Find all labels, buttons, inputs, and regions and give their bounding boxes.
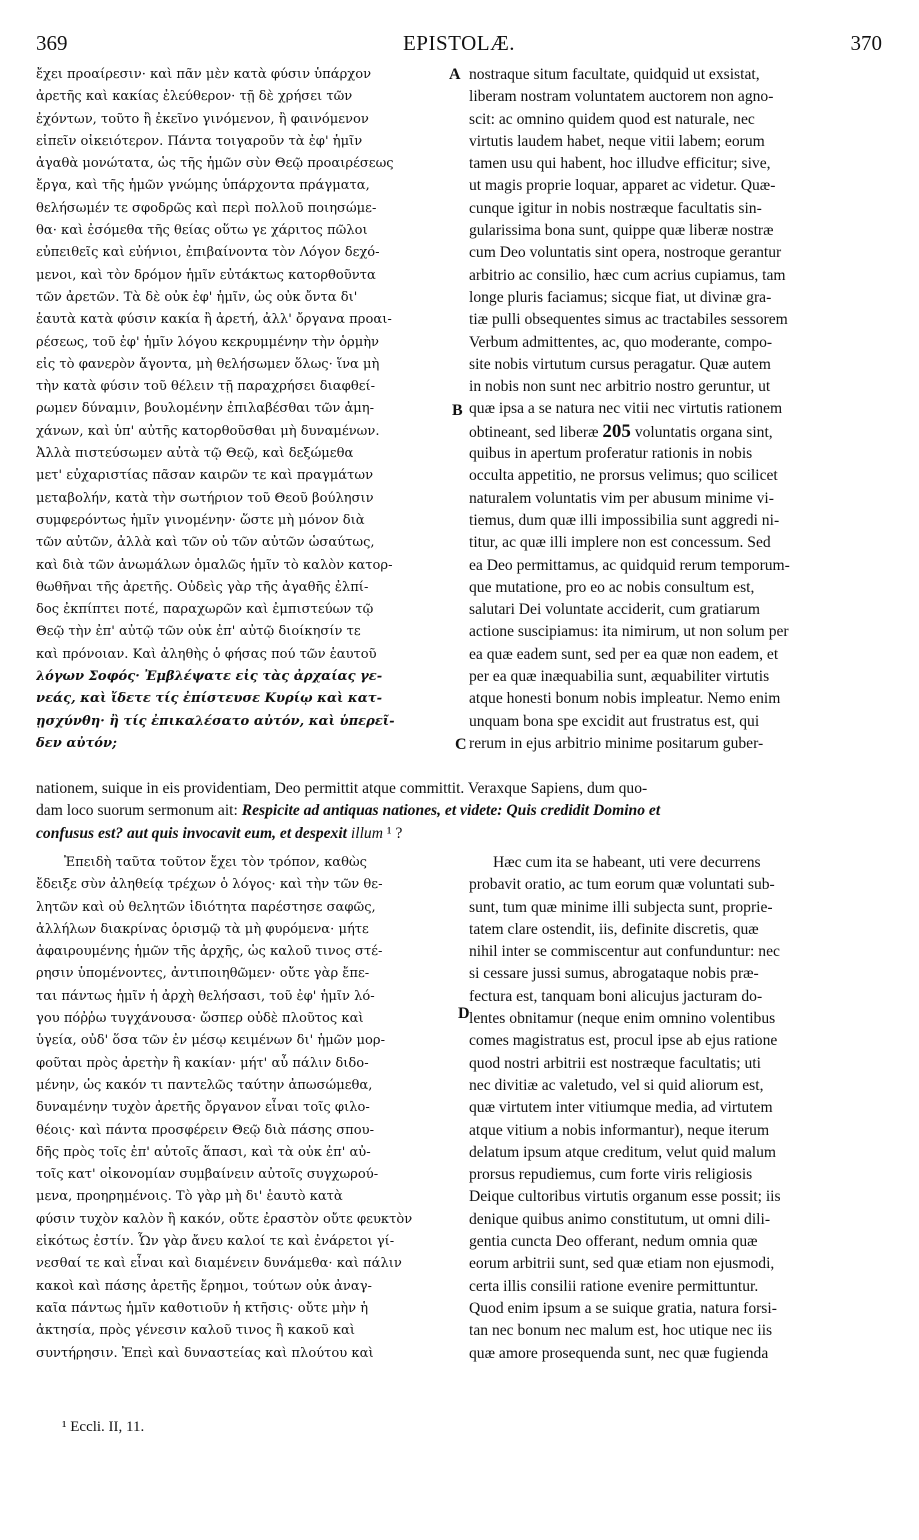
greek-line: εὐπειθεῖς καὶ εὐήνιοι, ἐπιβαίνοντα τὸν Λόγον δεχό- (36, 245, 380, 261)
greek-line: εἰπεῖν οἰκειότερον. Πάντα τοιγαροῦν τὰ ἐφ' ἡμῖν (36, 133, 363, 149)
latin-line: lentes obnitamur (neque enim omnino volentibus (469, 1010, 776, 1028)
latin-line: arbitrio ac consilio, hæc cum acrius cupiamus, tam (469, 266, 786, 284)
greek-line: θέοις· καὶ πάντα προσφέρειν Θεῷ διὰ πάσης σπου- (36, 1122, 375, 1138)
latin-line: titur, ac quæ illi implere non est concessum. Sed (469, 534, 771, 552)
latin-line: Verbum admittentes, ac, quo moderante, compo- (469, 333, 773, 351)
latin-line: que mutatione, pro eo ac nobis consultum est, (469, 578, 755, 596)
greek-line: λόγων Σοφός· Ἐμβλέψατε εἰς τὰς ἀρχαίας γε- (36, 669, 383, 685)
greek-line: ἀγαθὰ μονώτατα, ὡς τῆς ἡμῶν σὺν Θεῷ προαιρέσεως (36, 156, 394, 172)
latin-column-top (469, 64, 882, 755)
latin-line: certa illis consilii ratione evenire permittuntur. (469, 1277, 759, 1295)
latin-line-with-column-number (469, 421, 882, 443)
latin-line: nihil inter se commiscentur aut confunduntur: nec (469, 943, 780, 961)
latin-line: ea Deo permittamus, ac quidquid rerum temporum- (469, 556, 790, 574)
greek-line: συντήρησιν. Ἐπεὶ καὶ δυναστείας καὶ πλούτου καὶ (36, 1345, 374, 1361)
greek-line: φύσιν τυχὸν καλὸν ἢ κακόν, οὔτε ἐραστὸν οὔτε φευκτὸν (36, 1211, 413, 1227)
greek-line: δος ἐκπίπτει ποτέ, παραχωρῶν καὶ ἐμπιστεύων τῷ (36, 602, 374, 618)
latin-line: unquam bona spe excidit aut frustratus est, qui (469, 712, 760, 730)
latin-line: gularissima bona sunt, quippe quæ liberæ nostræ (469, 222, 774, 240)
greek-line: ρωμεν δύναμιν, βουλομένην ἐπιλαβέσθαι τῶν ἀμη- (36, 401, 375, 417)
latin-line: atque honesti bonum nobis impleatur. Nemo enim (469, 690, 781, 708)
latin-line: ut magis proprie loquar, apparet ac videtur. Quæ- (469, 177, 776, 195)
footnote: ¹ Eccli. II, 11. (62, 1419, 145, 1435)
latin-fullwidth-block (36, 780, 882, 847)
running-header (36, 31, 882, 59)
greek-line: δεν αὐτόν; (36, 735, 117, 751)
greek-line: θα· καὶ ἐσόμεθα τῆς θείας οὕτω γε χάριτος πῶλοι (36, 223, 368, 239)
greek-line: θελήσωμέν τε σφοδρῶς καὶ περὶ πολλοῦ ποιησώμε- (36, 200, 377, 216)
latin-line: Deique cultoribus virtutis organum esse possit; iis (469, 1188, 781, 1206)
greek-line: ται πάντως ἡμῖν ἡ ἀρχὴ θελήσασι, τοῦ ἐφ' ἡμῖν λό- (36, 988, 375, 1004)
greek-line: συμφερόντως ἡμῖν γινομένην· ὥστε μὴ μόνον διὰ (36, 512, 365, 528)
greek-line: γου πόῤῥω τυγχάνουσα· ὥσπερ οὐδὲ πλοῦτος καὶ (36, 1011, 364, 1027)
greek-line: μενοι, καὶ τὸν δρόμον ἡμῖν εὐτάκτως κατορθοῦντα (36, 267, 376, 283)
greek-line: δυναμένην τυχὸν ἀρετῆς ὄργανον εἶναι τοῖς φιλο- (36, 1100, 370, 1116)
latin-line: virtutis laudem habet, neque vitii labem; eorum (469, 132, 765, 150)
latin-line: cunque igitur in nobis nostræque facultatis sin- (469, 199, 762, 217)
greek-line: ἀκτησία, πρὸς γένεσιν καλοῦ τινος ἢ κακοῦ καὶ (36, 1323, 356, 1339)
latin-line: denique quibus animo constitutum, ut omni dili- (469, 1210, 771, 1228)
latin-line: cum Deo voluntatis sint opera, nostroque gerantur (469, 244, 782, 262)
latin-line: tatem clare ostendit, iis, definite discretis, quæ (469, 920, 759, 938)
greek-line: τὴν κατὰ φύσιν τοῦ θέλειν τῇ παραχρήσει διαφθεί- (36, 379, 376, 395)
latin-line: tiemus, dum quæ illi impossibilia sunt aggredi ni- (469, 511, 780, 529)
section-marker-c: C (455, 736, 467, 753)
latin-line: sunt, tum quæ minime illi subjecta sunt, proprie- (469, 898, 773, 916)
section-marker-d: D (458, 1005, 470, 1022)
latin-line: si cessare jussi sumus, abrogataque nobis præ- (469, 965, 759, 983)
greek-column-bottom (36, 852, 458, 1365)
greek-line: μετ' εὐχαριστίας πᾶσαν καιρῶν τε καὶ πραγμάτων (36, 468, 374, 484)
latin-line: quibus in apertum proferatur rationis in nobis (469, 445, 753, 463)
latin-line: ea quæ eadem sunt, sed per ea quæ non eadem, et (469, 645, 779, 663)
greek-line: Θεῷ τὴν ἐπ' αὐτῷ τῶν οὐκ ἐπ' αὐτῷ διοίκησίν τε (36, 624, 361, 640)
greek-line: καῖα πάντως ἡμῖν καθοτιοῦν ἡ κτῆσις· οὔτε μὴν ἡ (36, 1300, 369, 1316)
latin-line: probavit oratio, ac tum eorum quæ voluntati sub- (469, 876, 775, 894)
greek-line: μεταβολήν, κατὰ τὴν σωτήριον τοῦ Θεοῦ βούλησιν (36, 490, 374, 506)
greek-line: ἔδειξε σὺν ἀληθείᾳ τρέχων ὁ λόγος· καὶ τὴν τῶν θε- (36, 877, 383, 893)
latin-line: quæ amore prosequenda sunt, nec quæ fugienda (469, 1344, 769, 1362)
latin-line: scit: ac omnino quidem quod est naturale, nec (469, 110, 755, 128)
greek-line: θωθῆναι τῆς ἀρετῆς. Οὐδεὶς γὰρ τῆς ἀγαθῆς ἐλπί- (36, 579, 369, 595)
page-number-left: 369 (36, 31, 68, 55)
scripture-quote: Respicite ad antiquas nationes, et videte: Quis credidit Domino et (241, 802, 661, 820)
latin-line: naturalem voluntatis vim per abusum minime vi- (469, 489, 774, 507)
greek-line: καὶ πρόνοιαν. Καὶ ἀληθὴς ὁ φήσας πού τῶν ἑαυτοῦ (36, 646, 377, 662)
section-marker-a: A (449, 66, 461, 83)
greek-line: μένην, ὡς κακόν τι παντελῶς ταύτην ἀπωσώμεθα, (36, 1077, 373, 1093)
latin-line: actione suscipiamus: ita nimirum, ut non solum per (469, 623, 789, 641)
greek-line: τῶν ἀρετῶν. Τὰ δὲ οὐκ ἐφ' ἡμῖν, ὡς οὐκ ὄντα δι' (36, 289, 358, 305)
section-marker-b: B (452, 402, 463, 419)
latin-line: comes magistratus est, procul ipse ab ejus ratione (469, 1032, 778, 1050)
latin-line: quod nostri arbitrii est nostræque facultatis; uti (469, 1054, 761, 1072)
latin-line: atque vitium a nobis informantur), neque iterum (469, 1121, 770, 1139)
greek-column-top (36, 64, 458, 755)
latin-line: tiæ pulli obsequentes simus ac tractabiles sessorem (469, 311, 788, 329)
greek-line: ἐχόντων, τοῦτο ἢ ἐκεῖνο γινόμενον, ἢ φαινόμενον (36, 111, 369, 127)
latin-line: nationem, suique in eis providentiam, Deo permittit atque committit. Veraxque Sapiens, dum quo- (36, 780, 648, 797)
greek-line: καὶ διὰ τῶν ἀνωμάλων ὁμαλῶς ἡμῖν τὸ καλὸν κατορ- (36, 557, 393, 573)
greek-line: εἰς τὸ φανερὸν ἄγοντα, μὴ θελήσωμεν ὅλως· ἵνα μὴ (36, 356, 380, 372)
greek-line: ἑαυτὰ κατὰ φύσιν κακία ἢ ἀρετή, ἀλλ' ὄργανα προαι- (36, 312, 392, 328)
page-number-right: 370 (850, 31, 882, 55)
greek-line: Ἀλλὰ πιστεύσωμεν αὐτὰ τῷ Θεῷ, καὶ δεξώμεθα (36, 446, 354, 462)
latin-line: occulta appetitio, ne prorsus velimus; quo scilicet (469, 467, 778, 485)
greek-line: ἀρετῆς καὶ κακίας ἐλεύθερον· τῇ δὲ χρήσει τῶν (36, 89, 353, 105)
latin-line: prorsus repudiemus, cum forte viris religiosis (469, 1166, 753, 1184)
latin-line: Hæc cum ita se habeant, uti vere decurrens (493, 854, 761, 871)
latin-text: voluntatis organa sint, (634, 423, 773, 441)
latin-line: rerum in ejus arbitrio minime positarum guber- (469, 734, 764, 752)
greek-line: χάνων, καὶ ὑπ' αὐτῆς κατορθοῦσθαι μὴ δυναμένων. (36, 423, 380, 439)
latin-text: dam loco suorum sermonum ait: (36, 802, 238, 820)
latin-line: longe pluris faciamus; sicque fiat, ut divinæ gra- (469, 288, 772, 306)
latin-line: quæ virtutem inter vitiumque media, ad virtutem (469, 1099, 773, 1117)
scripture-quote: confusus est? aut quis invocavit eum, et despexit (36, 824, 348, 842)
greek-line: δῆς πρὸς τοῖς ἐπ' αὐτοῖς ἅπασι, καὶ τὰ οὐκ ἐπ' αὐ- (36, 1144, 371, 1160)
greek-line: εἰκότως ἐστίν. Ὧν γὰρ ἄνευ καλοί τε καὶ ἐνάρετοι γί- (36, 1234, 395, 1250)
greek-line: ἔργα, καὶ τῆς ἡμῶν γνώμης ὑπάρχοντα πράγματα, (36, 178, 370, 194)
latin-column-bottom (469, 852, 882, 1365)
latin-line: delatum ipsum atque creditum, velut quid malum (469, 1143, 777, 1161)
greek-line: ἔχει προαίρεσιν· καὶ πᾶν μὲν κατὰ φύσιν ὑπάρχον (36, 67, 372, 82)
greek-line: φοῦται πρὸς ἀρετὴν ἢ κακίαν· μήτ' αὖ πάλιν διδο- (36, 1055, 369, 1071)
latin-line: gentia cuncta Deo offerant, nedum omnia quæ (469, 1233, 758, 1251)
latin-line (36, 825, 882, 847)
greek-line: τοῖς κατ' οἰκονομίαν συμβαίνειν αὐτοῖς συγχωρού- (36, 1167, 379, 1183)
greek-line: μενα, προηρημένοις. Τὸ γὰρ μὴ δι' ἑαυτὸ κατὰ (36, 1189, 343, 1205)
greek-line: ἀφαιρουμένης ἡμῶν τῆς ἀρχῆς, ὡς καλοῦ τινος στέ- (36, 944, 383, 960)
latin-line: Quod enim ipsum a se suique gratia, natura forsi- (469, 1299, 777, 1317)
footnote-ref: ¹ ? (386, 824, 403, 842)
latin-line: quæ ipsa a se natura nec vitii nec virtutis rationem (469, 400, 783, 418)
latin-line: nec divitiæ ac valetudo, vel si quid aliorum est, (469, 1076, 764, 1094)
greek-line: ὑγεία, οὐδ' ὅσα τῶν ἐν μέσῳ κειμένων δι' ἡμῶν μορ- (36, 1033, 386, 1049)
greek-line: κακοὶ καὶ πάσης ἀρετῆς ἔρημοι, τούτων οὐκ ἀναγ- (36, 1278, 372, 1294)
greek-line: λητῶν καὶ οὐ θελητῶν ἰδιότητα παρέστησε σαφῶς, (36, 899, 376, 915)
latin-line: eorum arbitrii sunt, sed quæ etiam non ejusmodi, (469, 1255, 775, 1273)
greek-line: τῶν αὐτῶν, ἀλλὰ καὶ τῶν οὐ τῶν αὐτῶν ὡσαύτως, (36, 535, 375, 551)
running-title: EPISTOLÆ. (402, 31, 516, 55)
greek-line: νεάς, καὶ ἴδετε τίς ἐπίστευσε Κυρίῳ καὶ κατ- (36, 691, 383, 707)
latin-line: per ea quæ inæquabilia sunt, æquabiliter virtutis (469, 668, 770, 686)
greek-line: ρέσεως, τοῦ ἐφ' ἡμῖν λόγου κεκρυμμένην τὴν ὁρμὴν (36, 334, 380, 350)
latin-line: fectura est, tanquam boni alicujus jacturam do- (469, 987, 763, 1005)
latin-line: liberam nostram voluntatem auctorem non agno- (469, 88, 774, 106)
latin-line: tamen usu qui habent, hoc illudve efficitur; sive, (469, 155, 771, 173)
greek-line: νεσθαί τε καὶ εἶναι καὶ διαμένειν δυνάμεθα· καὶ πάλιν (36, 1256, 402, 1272)
latin-line: site nobis virtutum cursus peragatur. Quæ autem (469, 355, 771, 373)
latin-line: tan nec bonum nec malum est, hoc utique nec iis (469, 1322, 773, 1340)
column-number: 205 (602, 420, 631, 442)
latin-line: salutari Dei voluntate acciderit, cum gratiarum (469, 601, 760, 619)
greek-line: ρησιν ὑπομένοντες, ἀντιποιηθῶμεν· οὔτε γὰρ ἔπε- (36, 966, 370, 982)
latin-text: obtineant, sed liberæ (469, 423, 599, 441)
greek-line: ῃσχύνθη· ἢ τίς ἐπικαλέσατο αὐτόν, καὶ ὑπερεῖ- (36, 713, 395, 729)
greek-line: Ἐπειδὴ ταῦτα τοῦτον ἔχει τὸν τρόπον, καθὼς (64, 855, 368, 870)
greek-line: ἀλλήλων διακρίνας ὁρισμῷ τὰ μὴ φυρόμενα· μήτε (36, 921, 369, 937)
latin-line (36, 802, 882, 824)
scripture-quote: illum (350, 824, 383, 842)
latin-line: nostraque situm facultate, quidquid ut exsistat, (469, 66, 760, 83)
latin-line: in nobis non sunt nec arbitrio nostro geruntur, ut (469, 378, 771, 396)
